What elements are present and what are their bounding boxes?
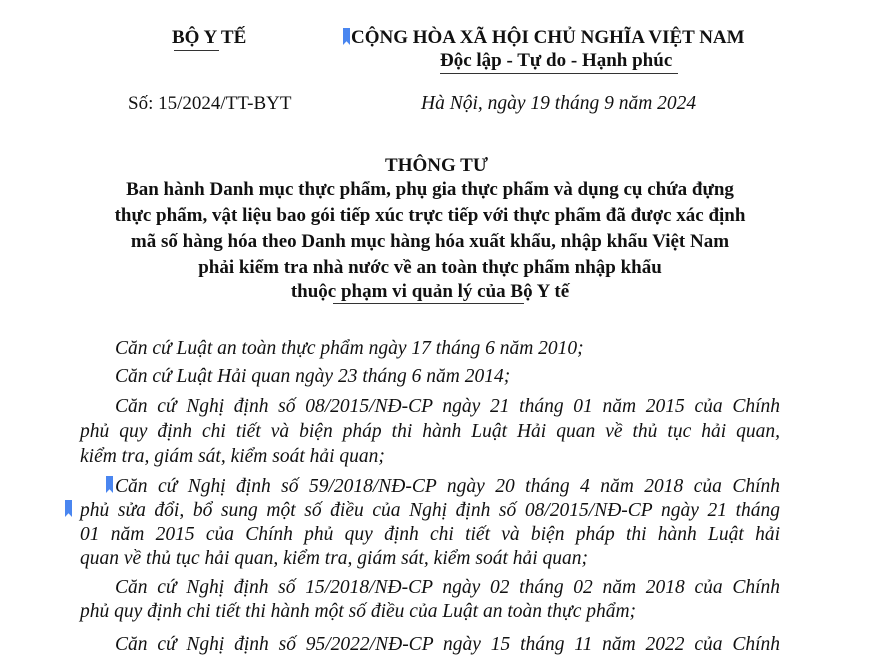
nation-name: CỘNG HÒA XÃ HỘI CHỦ NGHĨA VIỆT NAM (351, 27, 745, 48)
body-line: 01 năm 2015 của Chính phủ quy định chi tiết và biện pháp thi hành Luật hải (80, 524, 780, 545)
bookmark-icon[interactable] (343, 28, 350, 45)
motto-underline (440, 73, 678, 74)
place-date: Hà Nội, ngày 19 tháng 9 năm 2024 (421, 93, 697, 114)
title-line: thực phẩm, vật liệu bao gói tiếp xúc trực tiếp với thực phẩm đã được xác định (114, 205, 746, 226)
title-line: thuộc phạm vi quản lý của Bộ Y tế (290, 281, 570, 302)
document-number: Số: 15/2024/TT-BYT (128, 93, 292, 114)
body-line: quan về thủ tục hải quan, kiểm tra, giám sát, kiểm soát hải quan; (80, 548, 589, 569)
body-line: Căn cứ Luật an toàn thực phẩm ngày 17 tháng 6 năm 2010; (115, 338, 584, 359)
agency-underline (174, 50, 219, 51)
body-line: phủ quy định chi tiết và biện pháp thi hành Luật Hải quan về thủ tục hải quan, (80, 421, 780, 442)
motto: Độc lập - Tự do - Hạnh phúc (440, 50, 673, 71)
body-line: phủ sửa đổi, bổ sung một số điều của Nghị định số 08/2015/NĐ-CP ngày 21 tháng (80, 500, 780, 521)
bookmark-icon[interactable] (106, 476, 113, 493)
bookmark-icon[interactable] (65, 500, 72, 517)
title-underline (333, 303, 524, 304)
body-line: Căn cứ Luật Hải quan ngày 23 tháng 6 năm 2014; (115, 366, 511, 387)
body-line: phủ quy định chi tiết thi hành một số điều của Luật an toàn thực phẩm; (80, 601, 637, 622)
body-line: Căn cứ Nghị định số 59/2018/NĐ-CP ngày 20 tháng 4 năm 2018 của Chính (115, 476, 780, 497)
title-line: phải kiểm tra nhà nước về an toàn thực phẩm nhập khẩu (198, 257, 662, 278)
title-line: mã số hàng hóa theo Danh mục hàng hóa xuất khẩu, nhập khẩu Việt Nam (130, 231, 730, 252)
body-line: Căn cứ Nghị định số 15/2018/NĐ-CP ngày 02 tháng 02 năm 2018 của Chính (115, 577, 780, 598)
body-line: Căn cứ Nghị định số 08/2015/NĐ-CP ngày 21 tháng 01 năm 2015 của Chính (115, 396, 780, 417)
document-type: THÔNG TƯ (385, 155, 488, 176)
agency-name: BỘ Y TẾ (172, 27, 247, 48)
body-line: kiểm tra, giám sát, kiểm soát hải quan; (80, 446, 385, 467)
body-line: Căn cứ Nghị định số 95/2022/NĐ-CP ngày 15 tháng 11 năm 2022 của Chính (115, 634, 780, 655)
title-line: Ban hành Danh mục thực phẩm, phụ gia thực phẩm và dụng cụ chứa đựng (126, 179, 734, 200)
